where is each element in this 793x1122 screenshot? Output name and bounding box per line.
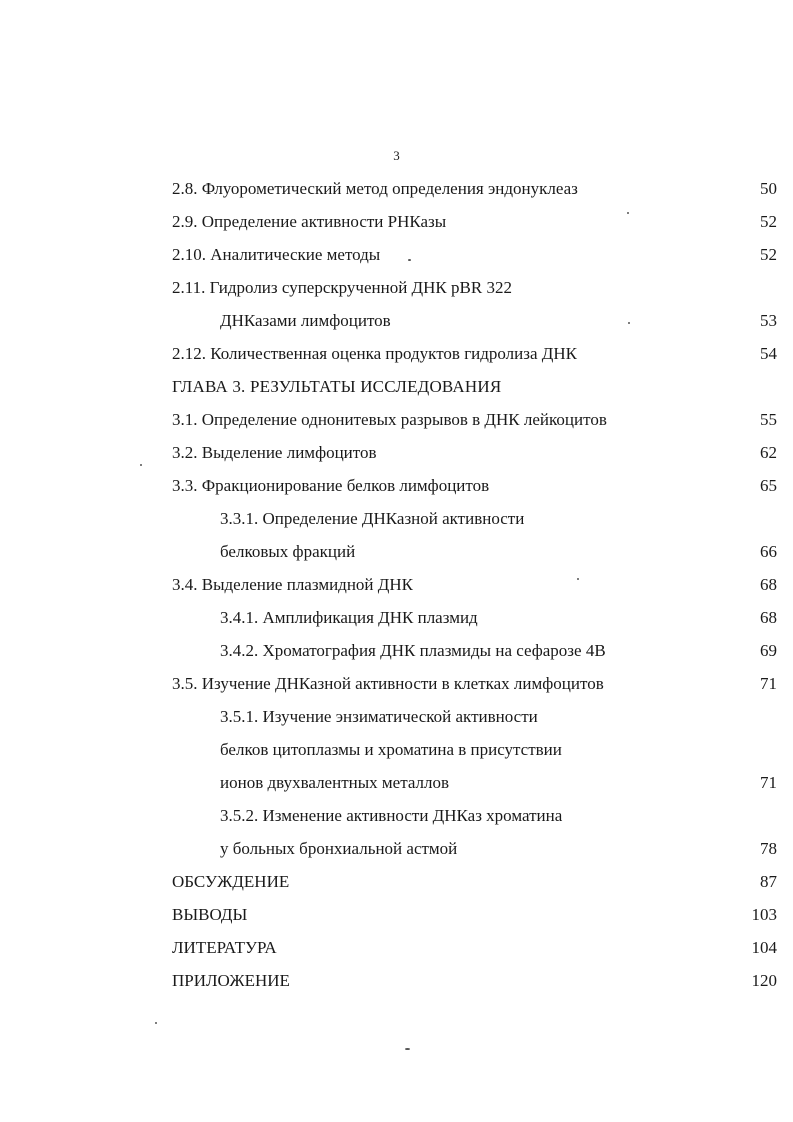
scan-speck [628,322,630,324]
scan-speck [155,1022,157,1024]
scan-speck [408,259,411,261]
toc-entry-label: 3.3.1. Определение ДНКазной активности [220,509,525,528]
toc-entry-3-5-2-cont [172,832,777,865]
toc-entry-label: 3.4.1. Амплификация ДНК плазмид [220,608,478,627]
toc-entry-page: 65 [760,476,777,495]
toc-entry-3-4-2 [172,634,777,667]
scan-speck [577,578,579,580]
toc-entry-label: у больных бронхиальной астмой [220,839,458,858]
toc-entry-page: 54 [760,344,777,363]
toc-entry-3-3 [172,469,777,502]
toc-entry-3-5 [172,667,777,700]
toc-entry-page: 120 [751,971,777,990]
toc-entry-label: белков цитоплазмы и хроматина в присутствии [220,740,562,759]
toc-entry-3-4-1 [172,601,777,634]
toc-entry-3-2 [172,436,777,469]
toc-entry-2-11-cont [172,304,777,337]
page-number: 3 [393,148,400,163]
toc-entry-label: ДНКазами лимфоцитов [220,311,391,330]
toc-entry-3-5-2 [172,799,777,832]
toc-entry-2-11 [172,271,777,304]
toc-entry-2-12 [172,337,777,370]
toc-entry-3-4 [172,568,777,601]
toc-entry-discussion [172,865,777,898]
toc-entry-label: белковых фракций [220,542,356,561]
toc-entry-page: 52 [760,212,777,231]
toc-entry-page: 52 [760,245,777,264]
toc-entry-3-1 [172,403,777,436]
toc-entry-3-5-1-cont-1 [172,733,777,766]
toc-entry-3-3-1 [172,502,777,535]
toc-entry-page: 104 [751,938,777,957]
toc-entry-label: ЛИТЕРАТУРА [172,938,277,957]
toc-entry-3-5-1-cont-2 [172,766,777,799]
table-of-contents [172,172,777,997]
toc-entry-page: 68 [760,575,777,594]
toc-entry-page: 103 [751,905,777,924]
toc-entry-label: 2.10. Аналитические методы [172,245,381,264]
toc-entry-page: 71 [760,773,777,792]
toc-entry-page: 68 [760,608,777,627]
toc-entry-label: 3.2. Выделение лимфоцитов [172,443,377,462]
toc-entry-label: 2.12. Количественная оценка продуктов гидролиза ДНК [172,344,577,363]
toc-entry-label: 2.9. Определение активности РНКазы [172,212,447,231]
toc-entry-label: ПРИЛОЖЕНИЕ [172,971,290,990]
toc-entry-literature [172,931,777,964]
toc-entry-conclusions [172,898,777,931]
toc-entry-label: 3.5.1. Изучение энзиматической активности [220,707,538,726]
toc-entry-page: 62 [760,443,777,462]
toc-entry-label: 3.5.2. Изменение активности ДНКаз хроматина [220,806,563,825]
toc-entry-page: 78 [760,839,777,858]
scan-speck [140,464,142,466]
toc-entry-label: 3.4. Выделение плазмидной ДНК [172,575,413,594]
toc-entry-page: 53 [760,311,777,330]
toc-entry-page: 55 [760,410,777,429]
scan-speck [405,1048,410,1050]
toc-chapter-3 [172,370,777,403]
toc-entry-2-9 [172,205,777,238]
toc-entry-label: 3.3. Фракционирование белков лимфоцитов [172,476,490,495]
toc-entry-label: 3.4.2. Хроматография ДНК плазмиды на сефарозе 4В [220,641,606,660]
toc-entry-page: 87 [760,872,777,891]
toc-entry-page: 71 [760,674,777,693]
toc-entry-label: ВЫВОДЫ [172,905,248,924]
toc-entry-page: 66 [760,542,777,561]
toc-entry-label: ионов двухвалентных металлов [220,773,450,792]
toc-entry-page: 50 [760,179,777,198]
toc-entry-2-10 [172,238,777,271]
toc-entry-appendix [172,964,777,997]
toc-entry-2-8 [172,172,777,205]
toc-entry-3-3-1-cont [172,535,777,568]
toc-entry-page: 69 [760,641,777,660]
toc-entry-label: 2.11. Гидролиз суперскрученной ДНК pBR 322 [172,278,512,297]
toc-entry-label: 3.1. Определение однонитевых разрывов в ДНК лейкоцитов [172,410,607,429]
toc-entry-label: ОБСУЖДЕНИЕ [172,872,290,891]
toc-entry-label: 3.5. Изучение ДНКазной активности в клетках лимфоцитов [172,674,604,693]
toc-chapter-label: ГЛАВА 3. РЕЗУЛЬТАТЫ ИССЛЕДОВАНИЯ [172,377,502,396]
toc-entry-label: 2.8. Флуорометический метод определения эндонуклеаз [172,179,578,198]
toc-entry-3-5-1 [172,700,777,733]
scan-speck [627,212,629,214]
